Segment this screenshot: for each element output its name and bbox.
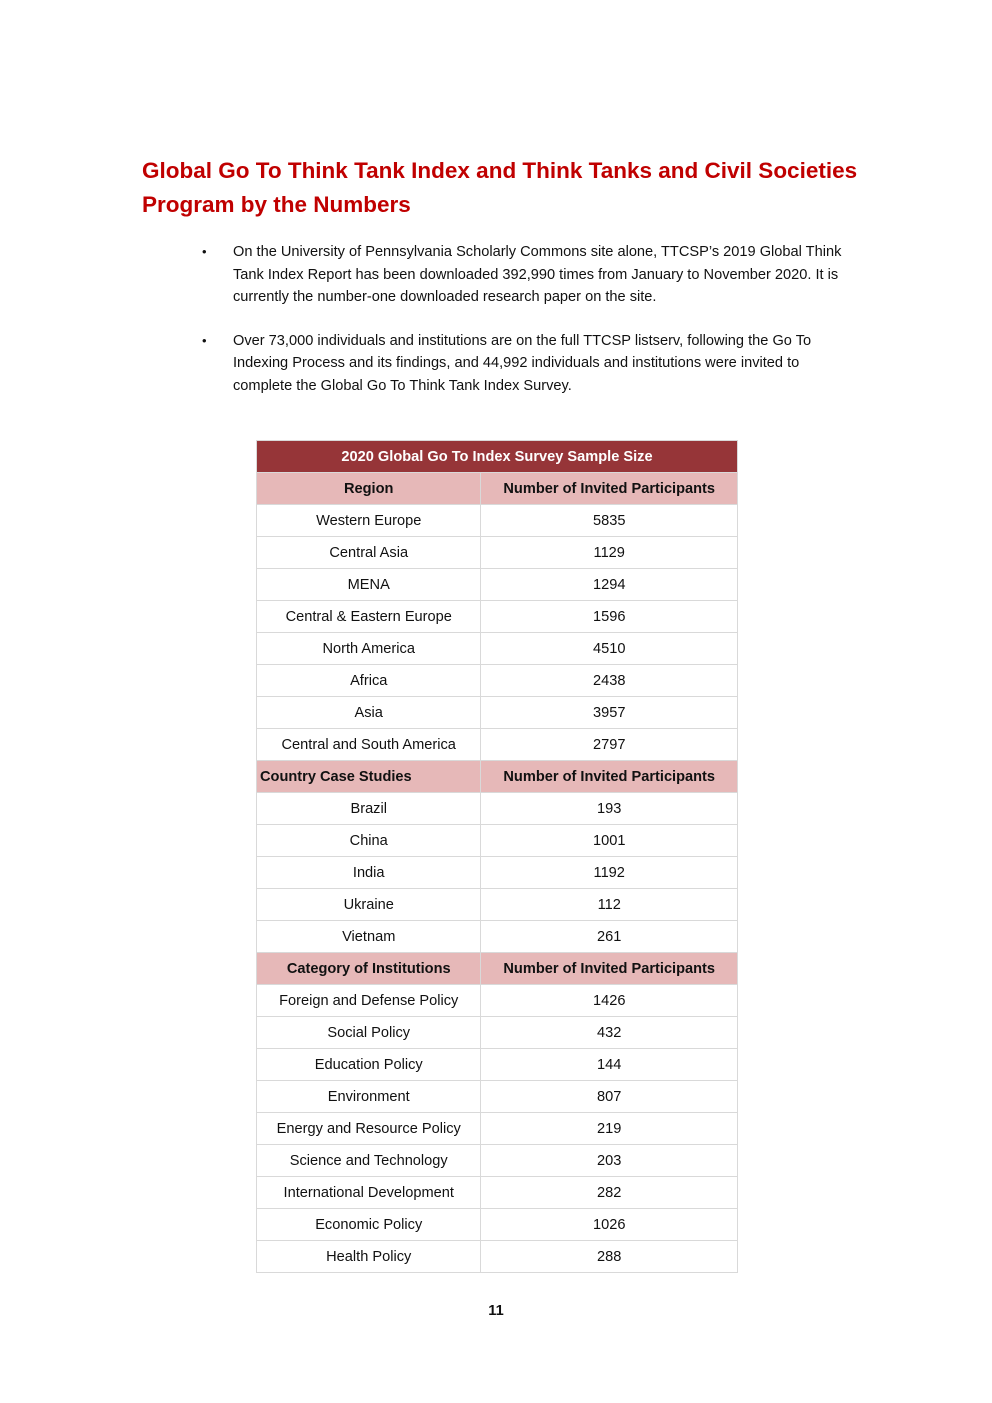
- row-label: Health Policy: [257, 1241, 481, 1273]
- table-row: [257, 857, 738, 889]
- row-label: Science and Technology: [257, 1145, 481, 1177]
- row-value: 2797: [481, 729, 738, 761]
- row-value: 1596: [481, 601, 738, 633]
- row-label: Energy and Resource Policy: [257, 1113, 481, 1145]
- row-label: Central and South America: [257, 729, 481, 761]
- row-label: International Development: [257, 1177, 481, 1209]
- table-row: [257, 505, 738, 537]
- row-label: Social Policy: [257, 1017, 481, 1049]
- row-value: 193: [481, 793, 738, 825]
- section-header-value: Number of Invited Participants: [481, 761, 738, 793]
- table-row: [257, 825, 738, 857]
- table-row: [257, 1081, 738, 1113]
- row-value: 5835: [481, 505, 738, 537]
- table-row: [257, 1017, 738, 1049]
- row-value: 112: [481, 889, 738, 921]
- page-title: Global Go To Think Tank Index and Think Tanks and Civil Societies Program by the Numbers: [142, 158, 858, 217]
- row-value: 807: [481, 1081, 738, 1113]
- row-value: 1294: [481, 569, 738, 601]
- table-row: [257, 1113, 738, 1145]
- row-value: 144: [481, 1049, 738, 1081]
- page-number: 11: [488, 1303, 504, 1319]
- table-section-header-row: [257, 473, 738, 505]
- row-value: 1192: [481, 857, 738, 889]
- bullet-list: [200, 241, 860, 418]
- table-row: [257, 985, 738, 1017]
- bullet-icon: •: [202, 332, 207, 348]
- row-value: 1001: [481, 825, 738, 857]
- section-header-label: Category of Institutions: [257, 953, 481, 985]
- section-header-value: Number of Invited Participants: [481, 473, 738, 505]
- section-header-label: Country Case Studies: [257, 761, 481, 793]
- row-label: Education Policy: [257, 1049, 481, 1081]
- bullet-icon: •: [202, 244, 207, 259]
- section-header-value: Number of Invited Participants: [481, 953, 738, 985]
- table-row: [257, 889, 738, 921]
- row-value: 219: [481, 1113, 738, 1145]
- row-value: 203: [481, 1145, 738, 1177]
- table-row: [257, 1049, 738, 1081]
- row-value: 1129: [481, 537, 738, 569]
- table-row: [257, 633, 738, 665]
- bullet-text: On the University of Pennsylvania Scholarly Commons site alone, TTCSP’s 2019 Global Think Tank Index Report has been downloaded 392,990 times from January to November 2020. It is currently the number-one downloaded research paper on the site.: [233, 244, 842, 305]
- table-section-header-row: [257, 761, 738, 793]
- row-label: North America: [257, 633, 481, 665]
- row-value: 432: [481, 1017, 738, 1049]
- row-label: Asia: [257, 697, 481, 729]
- row-label: Central & Eastern Europe: [257, 601, 481, 633]
- row-value: 3957: [481, 697, 738, 729]
- row-label: China: [257, 825, 481, 857]
- row-label: Africa: [257, 665, 481, 697]
- table-caption-row: [257, 441, 738, 473]
- bullet-text: Over 73,000 individuals and institutions are on the full TTCSP listserv, following the Go To Indexing Process and its findings, and 44,992 individuals and institutions were invited to complete the Global Go To Think Tank Index Survey.: [233, 332, 812, 394]
- row-label: Ukraine: [257, 889, 481, 921]
- row-value: 288: [481, 1241, 738, 1273]
- bullet-item: [200, 241, 860, 309]
- bullet-item: [200, 330, 860, 398]
- row-value: 4510: [481, 633, 738, 665]
- table-row: [257, 1209, 738, 1241]
- table-row: [257, 1177, 738, 1209]
- row-value: 261: [481, 921, 738, 953]
- row-label: Economic Policy: [257, 1209, 481, 1241]
- row-value: 1026: [481, 1209, 738, 1241]
- table-row: [257, 921, 738, 953]
- row-label: MENA: [257, 569, 481, 601]
- table-section-header-row: [257, 953, 738, 985]
- row-value: 282: [481, 1177, 738, 1209]
- table-caption: 2020 Global Go To Index Survey Sample Size: [257, 441, 738, 473]
- row-value: 2438: [481, 665, 738, 697]
- row-label: Foreign and Defense Policy: [257, 985, 481, 1017]
- table-row: [257, 729, 738, 761]
- row-label: Central Asia: [257, 537, 481, 569]
- table-row: [257, 665, 738, 697]
- table-row: [257, 601, 738, 633]
- table-row: [257, 537, 738, 569]
- table-row: [257, 1145, 738, 1177]
- row-label: Environment: [257, 1081, 481, 1113]
- table-row: [257, 569, 738, 601]
- table-row: [257, 697, 738, 729]
- table-row: [257, 1241, 738, 1273]
- row-label: Brazil: [257, 793, 481, 825]
- section-header-label: Region: [257, 473, 481, 505]
- row-label: Vietnam: [257, 921, 481, 953]
- row-label: Western Europe: [257, 505, 481, 537]
- survey-sample-size-table: [256, 440, 738, 1273]
- table-row: [257, 793, 738, 825]
- row-label: India: [257, 857, 481, 889]
- row-value: 1426: [481, 985, 738, 1017]
